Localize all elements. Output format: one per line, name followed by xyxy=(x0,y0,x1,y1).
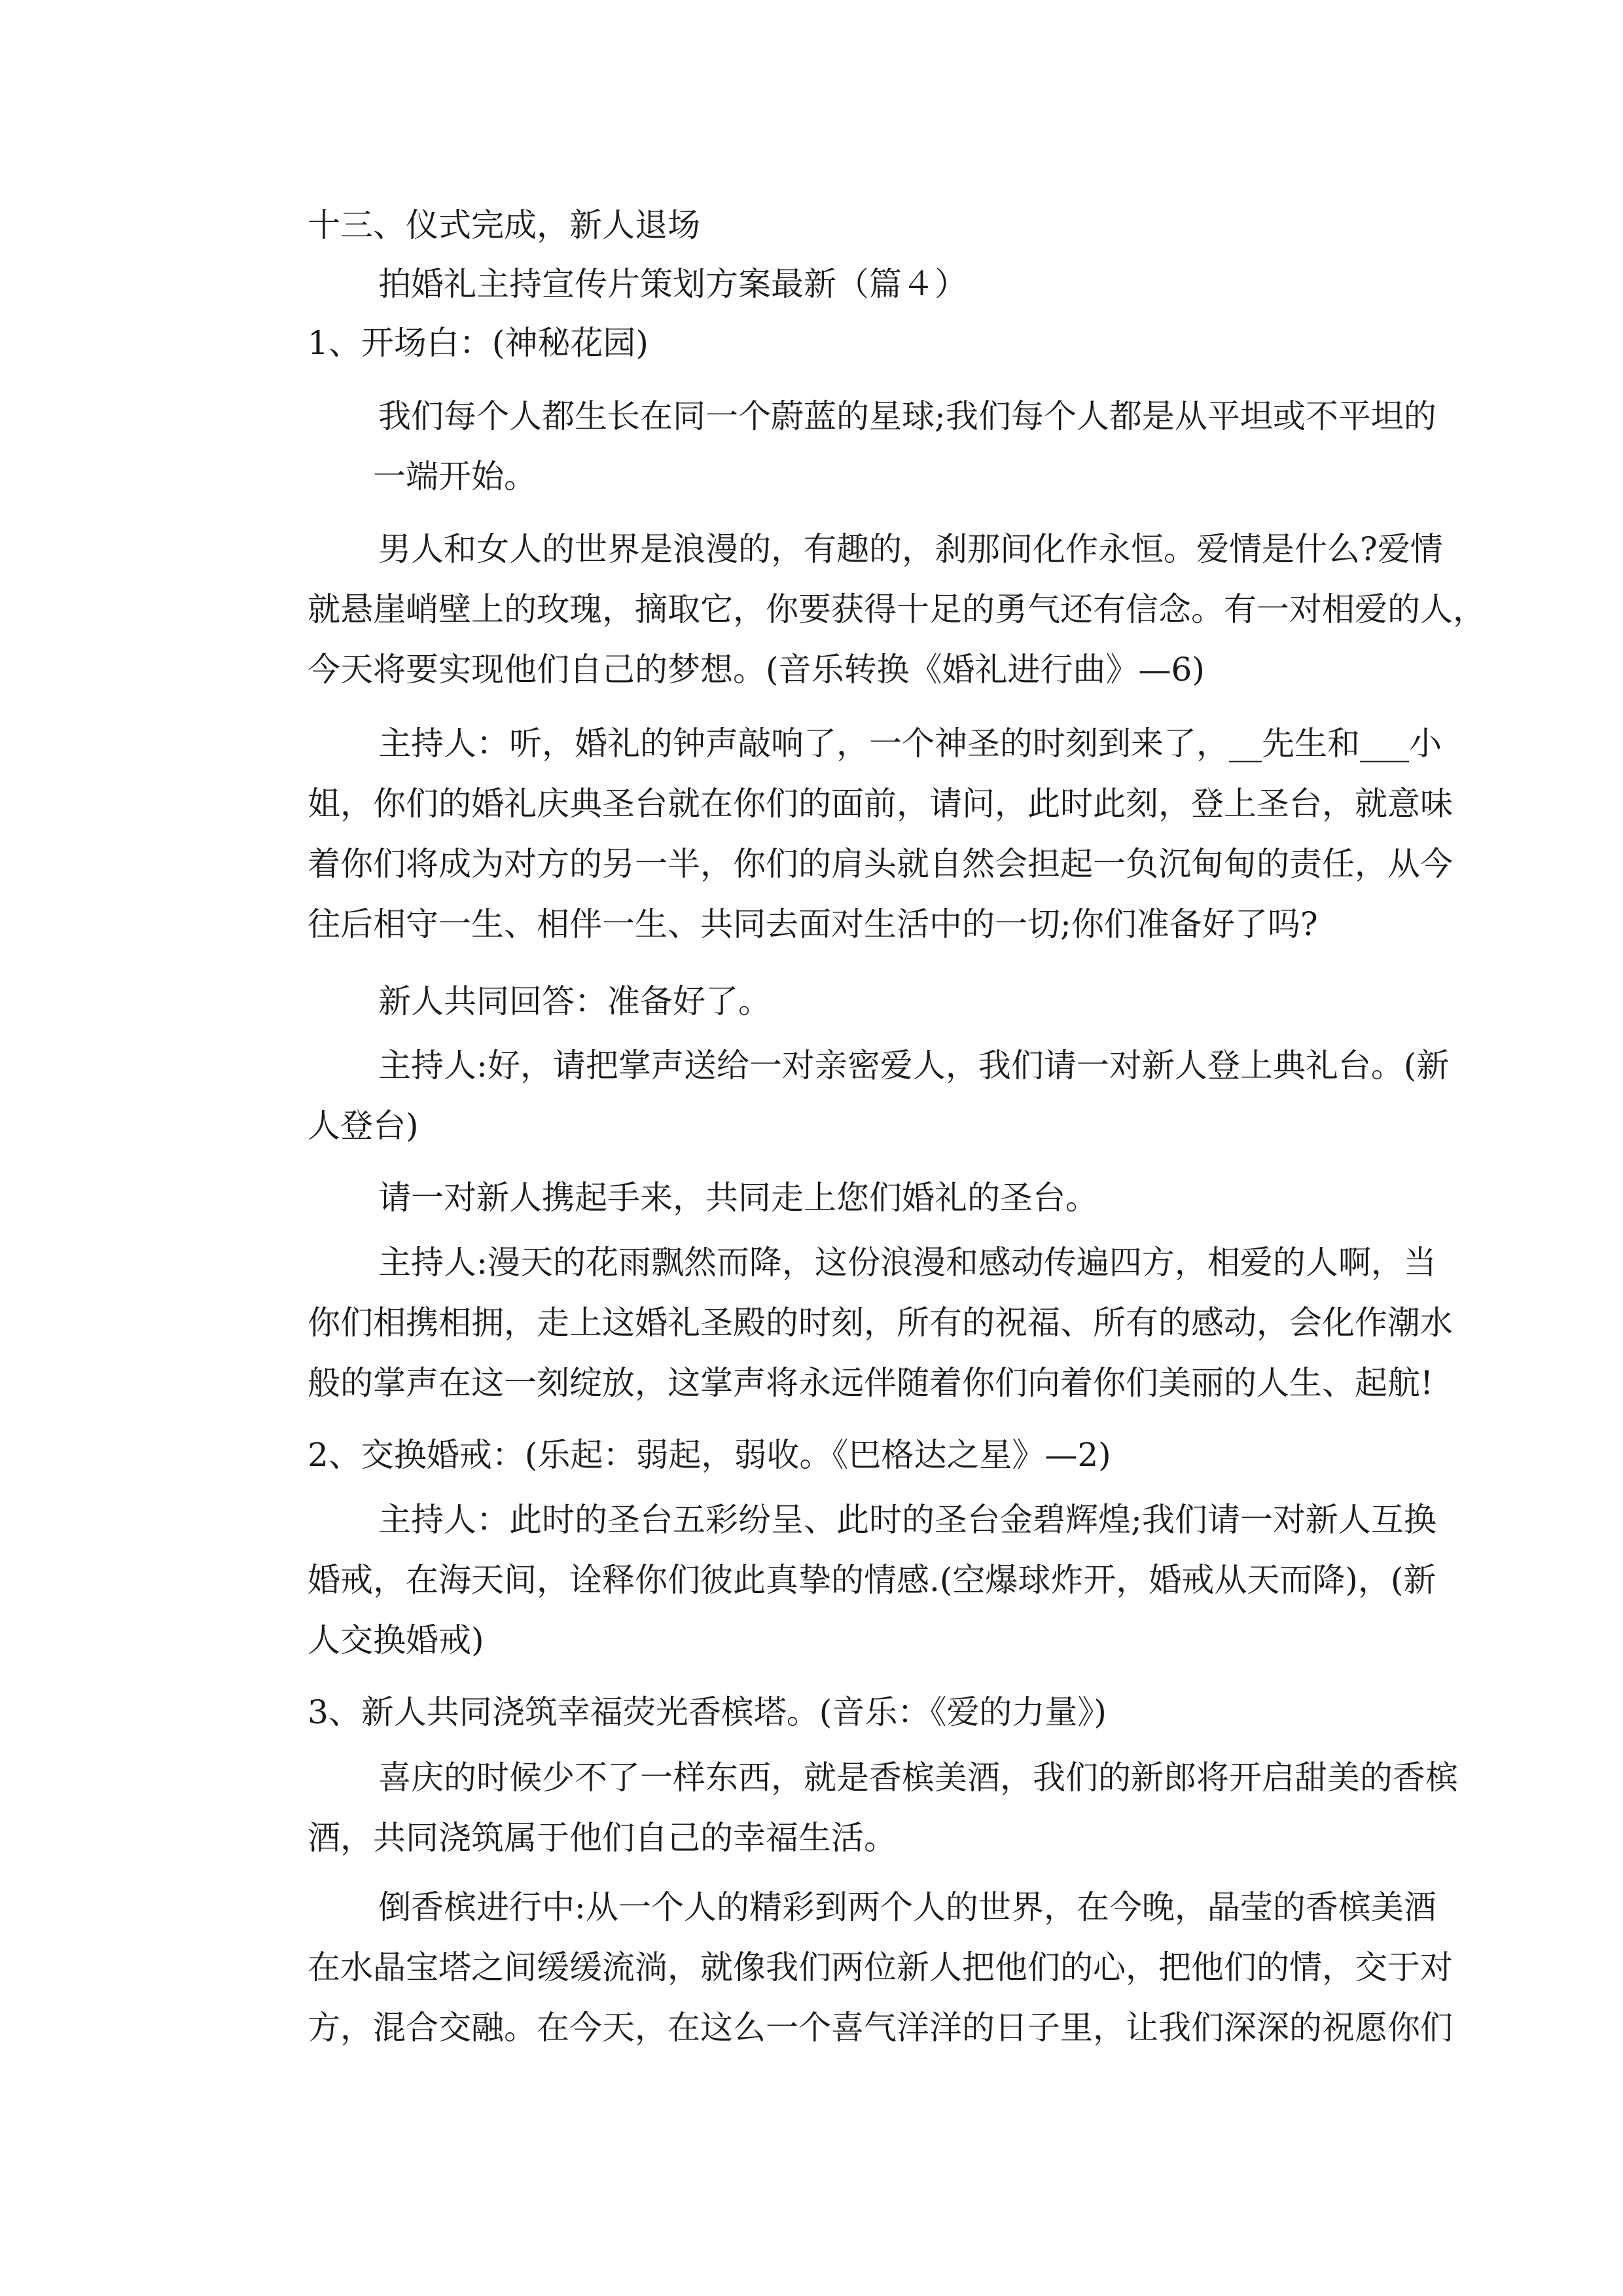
text-line: 男人和女人的世界是浪漫的，有趣的，刹那间化作永恒。爱情是什么?爱情 xyxy=(378,530,1443,568)
text-line: 倒香槟进行中:从一个人的精彩到两个人的世界，在今晚，晶莹的香槟美酒 xyxy=(378,1888,1436,1926)
text-line: 般的掌声在这一刻绽放，这掌声将永远伴随着你们向着你们美丽的人生、起航! xyxy=(308,1364,1434,1402)
text-line: 往后相守一生、相伴一生、共同去面对生活中的一切;你们准备好了吗? xyxy=(308,905,1318,943)
paragraph xyxy=(308,1877,1453,2058)
numbered-heading xyxy=(308,313,1319,373)
text-line: 人登台) xyxy=(308,1107,419,1145)
text-line: 酒，共同浇筑属于他们自己的幸福生活。 xyxy=(308,1819,897,1857)
numbered-heading xyxy=(308,1682,1319,1742)
text-line: 着你们将成为对方的另一半，你们的肩头就自然会担起一负沉甸甸的责任，从今 xyxy=(308,845,1453,883)
text-line: 1、开场白：(神秘花园) xyxy=(308,324,649,362)
text-line: 一端开始。 xyxy=(373,457,537,495)
text-line: 主持人：听，婚礼的钟声敲响了，一个神圣的时刻到来了，__先生和___小 xyxy=(378,725,1442,762)
text-line: 主持人：此时的圣台五彩纷呈、此时的圣台金碧辉煌;我们请一对新人互换 xyxy=(378,1501,1436,1539)
text-line: 你们相携相拥，走上这婚礼圣殿的时刻，所有的祝福、所有的感动，会化作潮水 xyxy=(308,1304,1453,1342)
paragraph xyxy=(308,1035,1450,1156)
document-title xyxy=(378,254,967,314)
text-line: 2、交换婚戒：(乐起：弱起，弱收。《巴格达之星》—2) xyxy=(308,1436,1111,1474)
text-line: 我们每个人都生长在同一个蔚蓝的星球;我们每个人都是从平坦或不平坦的 xyxy=(378,397,1436,435)
text-line: 主持人:好，请把掌声送给一对亲密爱人，我们请一对新人登上典礼台。(新 xyxy=(378,1047,1450,1085)
numbered-heading xyxy=(308,1425,1319,1485)
text-line: 3、新人共同浇筑幸福荧光香槟塔。(音乐：《爱的力量》) xyxy=(308,1693,1107,1731)
text-line: 在水晶宝塔之间缓缓流淌，就像我们两位新人把他们的心，把他们的情，交于对 xyxy=(308,1948,1453,1986)
text-line: 方，混合交融。在今天，在这么一个喜气洋洋的日子里，让我们深深的祝愿你们 xyxy=(308,2009,1453,2047)
text-line: 十三、仪式完成，新人退场 xyxy=(308,206,700,244)
text-line: 人交换婚戒) xyxy=(308,1621,484,1659)
text-line: 拍婚礼主持宣传片策划方案最新（篇４） xyxy=(378,265,967,303)
text-line: 主持人:漫天的花雨飘然而降，这份浪漫和感动传遍四方，相爱的人啊，当 xyxy=(378,1244,1436,1282)
paragraph xyxy=(378,1168,1389,1228)
text-line: 喜庆的时候少不了一样东西，就是香槟美酒，我们的新郎将开启甜美的香槟 xyxy=(378,1759,1458,1797)
text-line: 就悬崖峭壁上的玫瑰，摘取它，你要获得十足的勇气还有信念。有一对相爱的人， xyxy=(308,590,1486,628)
paragraph xyxy=(378,971,1389,1031)
section-heading xyxy=(308,195,700,255)
paragraph xyxy=(308,1232,1453,1413)
text-line: 姐，你们的婚礼庆典圣台就在你们的面前，请问，此时此刻，登上圣台，就意味 xyxy=(308,785,1453,823)
text-line: 新人共同回答：准备好了。 xyxy=(378,982,771,1020)
text-line: 婚戒，在海天间，诠释你们彼此真挚的情感.(空爆球炸开，婚戒从天而降)，(新 xyxy=(308,1561,1436,1599)
paragraph xyxy=(373,386,1436,507)
paragraph xyxy=(308,1748,1458,1868)
text-line: 请一对新人携起手来，共同走上您们婚礼的圣台。 xyxy=(378,1179,1098,1217)
paragraph xyxy=(308,1490,1436,1670)
text-line: 今天将要实现他们自己的梦想。(音乐转换《婚礼进行曲》—6) xyxy=(308,651,1205,689)
paragraph xyxy=(308,519,1486,700)
paragraph xyxy=(308,713,1453,954)
